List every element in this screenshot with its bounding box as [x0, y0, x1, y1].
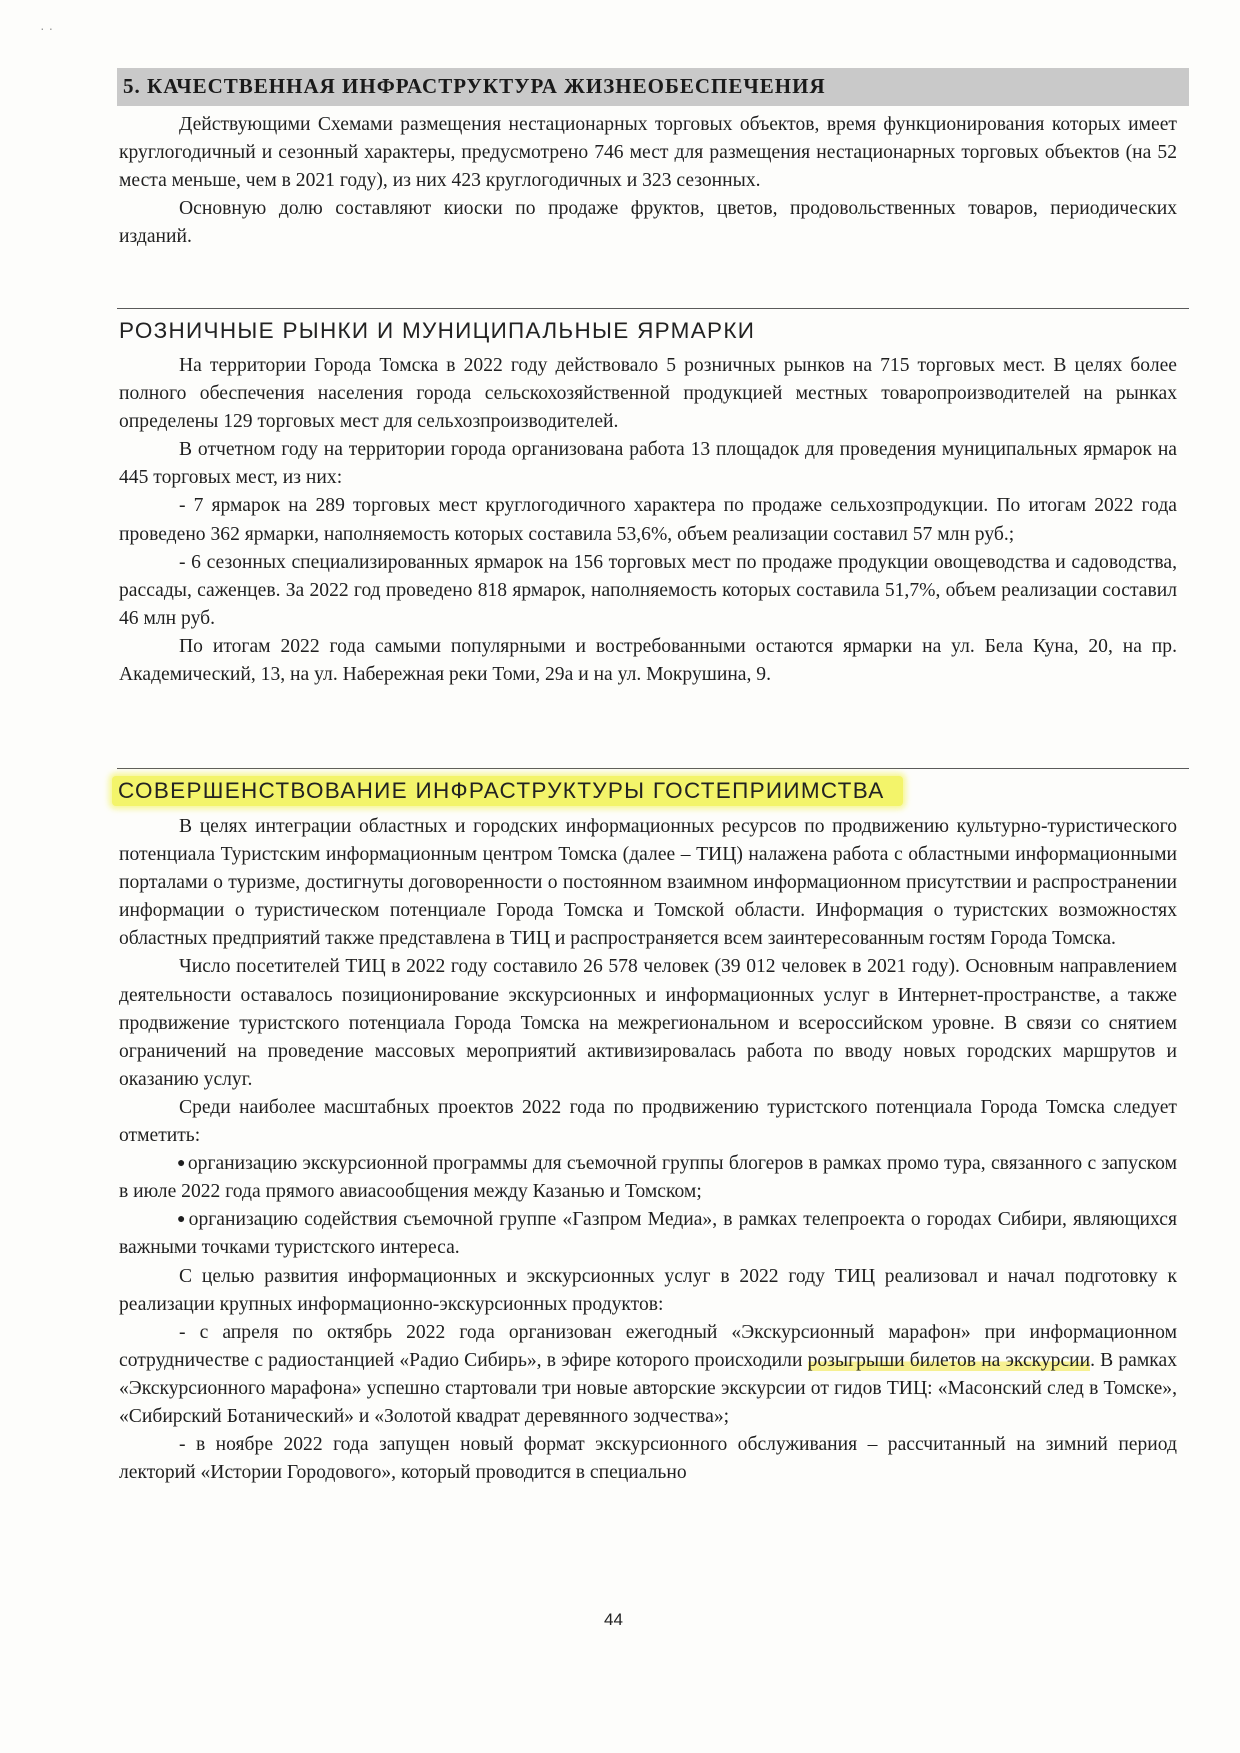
markets-paragraph-2: В отчетном году на территории города организована работа 13 площадок для проведения муниципальных ярмарок на 445 торговых мест, из них: [119, 439, 1177, 489]
highlighted-phrase: розыгрыши билетов на экскурсии [807, 1349, 1091, 1371]
paragraph-5-end: . В рамках «Экскурсионного марафона» успешно стартовали три новые авторские экскурсии от гидов ТИЦ: «Масонский след в Томске», «Сибирский Ботанический» и «Золотой квадрат деревянного зодчества»; [119, 1349, 1177, 1427]
scan-marks: · · [40, 20, 54, 36]
hospitality-paragraph-4: С целью развития информационных и экскурсионных услуг в 2022 году ТИЦ реализовал и начал подготовку к реализации крупных информационно-экскурсионных продуктов: [119, 1265, 1177, 1315]
hospitality-paragraph-3: Среди наиболее масштабных проектов 2022 года по продвижению туристского потенциала Города Томска следует отметить: [119, 1096, 1177, 1147]
intro-paragraph-1: Действующими Схемами размещения нестационарных торговых объектов, время функционирования которых имеет круглогодичный и сезонный характеры, предусмотрено 746 мест для размещения нестационарных торговых объектов (на 52 места меньше, чем в 2021 году), из них 423 круглогодичных и 323 сезонных. [119, 114, 1177, 192]
hospitality-paragraph-6: - в ноябре 2022 года запущен новый формат экскурсионного обслуживания – рассчитанный на зимний период лекторий «Истории Городового», который проводится в специально [119, 1434, 1177, 1484]
markets-paragraph-1: На территории Города Томска в 2022 году действовало 5 розничных рынков на 715 торговых мест. В целях более полного обеспечения населения города сельскохозяйственной продукцией местных товаропроизводителей на рынках определены 129 торговых мест для сельхозпроизводителей. [119, 355, 1177, 433]
markets-paragraph-4: - 6 сезонных специализированных ярмарок на 156 торговых мест по продаже продукции овощеводства и садоводства, рассады, саженцев. За 2022 год проведено 818 ярмарок, наполняемость которых составила 51,7%, объем реализации составил 46 млн руб. [119, 551, 1177, 629]
intro-text [119, 111, 1177, 251]
hospitality-paragraph-2: Число посетителей ТИЦ в 2022 году составило 26 578 человек (39 012 человек в 2021 году). Основным направлением деятельности оставалось позиционирование экскурсионных и информационных услуг в Интернет-пространстве, а также продвижение туристского потенциала Города Томска на межрегиональном и всероссийском уровне. В связи со снятием ограничений на проведение массовых мероприятий активизировалась работа по вводу новых городских маршрутов и оказанию услуг. [119, 956, 1177, 1090]
intro-paragraph-2: Основную долю составляют киоски по продаже фруктов, цветов, продовольственных товаров, периодических изданий. [119, 198, 1177, 248]
bullet-text-1: организацию экскурсионной программы для съемочной группы блогеров в рамках промо тура, связанного с запуском в июле 2022 года прямого авиасообщения между Казанью и Томском; [119, 1153, 1177, 1203]
markets-paragraph-5: По итогам 2022 года самыми популярными и востребованными остаются ярмарки на ул. Бела Куна, 20, на пр. Академический, 13, на ул. Набережная реки Томи, 29а и на ул. Мокрушина, 9. [119, 635, 1177, 686]
hospitality-text [119, 813, 1177, 1487]
markets-section-title: РОЗНИЧНЫЕ РЫНКИ И МУНИЦИПАЛЬНЫЕ ЯРМАРКИ [119, 318, 756, 343]
hospitality-section-title: СОВЕРШЕНСТВОВАНИЕ ИНФРАСТРУКТУРЫ ГОСТЕПРИИМСТВА [112, 776, 903, 806]
chapter-header-bar [117, 68, 1189, 106]
bullet-text-2: организацию содействия съемочной группе «Газпром Медиа», в рамках телепроекта о городах Сибири, являющихся важными точками туристского интереса. [119, 1209, 1177, 1259]
hospitality-paragraph-1: В целях интеграции областных и городских информационных ресурсов по продвижению культурно-туристического потенциала Туристским информационным центром Томска (далее – ТИЦ) налажена работа с областными информационными порталами о туризме, достигнуты договоренности о постоянном взаимном информационном присутствии и распространении информации о туристическом потенциале Города Томска и Томской области. Информация о туристских возможностях областных предприятий также представлена в ТИЦ и распространяется всем заинтересованным гостям Города Томска. [119, 816, 1177, 950]
page-number: 44 [604, 1610, 623, 1629]
section-divider-1 [117, 308, 1189, 309]
paragraph-5-start: - с апреля по октябрь 2022 года организован ежегодный «Экскурсионный марафон» при информационном сотрудничестве с радиостанцией «Радио Сибирь», в эфире которого происходили [119, 1321, 1177, 1371]
list-item [119, 1150, 1177, 1206]
markets-text [119, 352, 1177, 689]
list-item [119, 1206, 1177, 1262]
hospitality-paragraph-5 [119, 1319, 1177, 1431]
chapter-title: 5. КАЧЕСТВЕННАЯ ИНФРАСТРУКТУРА ЖИЗНЕОБЕСПЕЧЕНИЯ [123, 74, 826, 98]
markets-paragraph-3: - 7 ярмарок на 289 торговых мест круглогодичного характера по продаже сельхозпродукции. По итогам 2022 года проведено 362 ярмарки, наполняемость которых составила 53,6%, объем реализации составил 57 млн руб.; [119, 495, 1177, 545]
bullet-icon: ● [177, 1156, 186, 1172]
section-divider-2 [117, 768, 1189, 769]
bullet-icon: ● [177, 1212, 187, 1228]
